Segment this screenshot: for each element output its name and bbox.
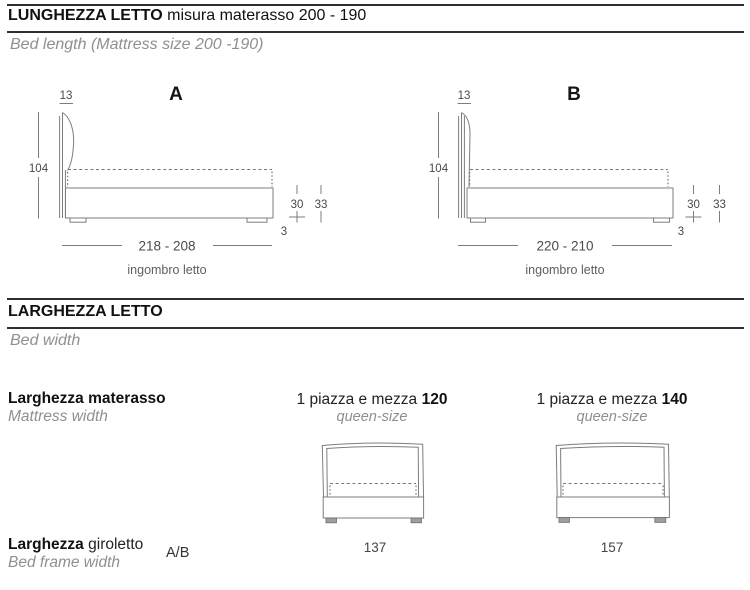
mattress-option-120-name: 1 piazza e mezza xyxy=(296,391,418,408)
front-view-140-foot-left xyxy=(559,518,570,523)
bed-width-top-rule xyxy=(7,298,744,301)
mattress-option-120 xyxy=(262,391,482,426)
front-view-140-foot-right xyxy=(655,518,666,523)
diagram-b-caption: ingombro letto xyxy=(525,263,605,277)
diagram-b-dim-33: 33 xyxy=(713,199,726,211)
diagram-b-bed-frame xyxy=(467,188,673,218)
bed-width-title xyxy=(8,303,163,321)
bed-width-title-rule xyxy=(7,327,744,329)
front-view-120-foot-left xyxy=(326,518,337,523)
diagram-b-foot-left xyxy=(471,218,486,222)
diagram-b-side-dimensions xyxy=(678,185,726,238)
bed-length-subtitle: Bed length (Mattress size 200 -190) xyxy=(10,36,264,53)
mattress-width-label-en: Mattress width xyxy=(8,408,108,425)
mattress-option-140 xyxy=(502,391,722,426)
frame-width-label-it-bold: Larghezza xyxy=(8,536,84,553)
diagram-a xyxy=(29,84,327,277)
bed-length-title-regular: misura materasso 200 - 190 xyxy=(167,7,367,24)
front-view-120-foot-right xyxy=(411,518,422,523)
front-view-120 xyxy=(322,443,423,523)
mattress-option-140-size: 140 xyxy=(661,391,688,408)
diagram-a-label: A xyxy=(169,84,183,105)
diagram-a-side-dimensions xyxy=(281,185,328,238)
bed-width-subtitle: Bed width xyxy=(10,332,81,349)
front-view-140 xyxy=(556,443,669,522)
diagram-a-bed-frame xyxy=(66,188,274,218)
mattress-option-140-name: 1 piazza e mezza xyxy=(536,391,658,408)
diagram-b-dim-length: 220 - 210 xyxy=(536,238,594,254)
front-view-120-headboard xyxy=(322,443,423,497)
diagram-a-dim-30: 30 xyxy=(290,199,304,211)
mattress-option-120-subtitle: queen-size xyxy=(336,409,408,425)
mattress-option-140-name-line xyxy=(502,391,722,409)
mattress-option-140-subtitle: queen-size xyxy=(576,409,648,425)
diagram-b-foot-right xyxy=(654,218,670,222)
diagram-a-dim-104: 104 xyxy=(28,163,49,175)
diagram-a-caption: ingombro letto xyxy=(127,263,207,277)
mattress-width-label xyxy=(8,390,166,426)
bed-width-title-bold: LARGHEZZA LETTO xyxy=(8,303,163,320)
diagram-b-dim-104: 104 xyxy=(428,163,449,175)
frame-width-label xyxy=(8,536,143,572)
frame-width-label-it xyxy=(8,536,143,554)
front-view-120-frame xyxy=(323,497,423,518)
diagram-b xyxy=(429,84,726,277)
front-view-diagrams xyxy=(0,430,750,535)
diagram-b-dim-3: 3 xyxy=(677,226,685,238)
diagram-a-foot-right xyxy=(247,218,267,222)
diagram-a-dim-length: 218 - 208 xyxy=(138,238,196,254)
mattress-width-label-it: Larghezza materasso xyxy=(8,390,166,407)
mattress-option-120-size: 120 xyxy=(421,391,448,408)
diagram-a-dim-13: 13 xyxy=(59,90,73,102)
diagram-a-foot-left xyxy=(70,218,86,222)
diagram-b-dim-13: 13 xyxy=(457,90,471,102)
frame-width-value-140: 157 xyxy=(600,540,624,555)
bed-length-title-bold: LUNGHEZZA LETTO xyxy=(8,7,163,24)
diagram-a-dim-3: 3 xyxy=(280,226,288,238)
diagram-b-label: B xyxy=(567,84,581,105)
front-view-140-headboard xyxy=(556,443,669,497)
frame-width-value-120: 137 xyxy=(363,540,387,555)
frame-width-variant: A/B xyxy=(166,545,190,561)
diagram-b-dim-30: 30 xyxy=(687,199,700,211)
diagram-a-dim-33: 33 xyxy=(314,199,328,211)
frame-width-label-it-regular: giroletto xyxy=(88,536,144,553)
frame-width-label-en: Bed frame width xyxy=(8,554,120,571)
front-view-140-frame xyxy=(557,497,670,518)
mattress-option-120-name-line xyxy=(262,391,482,409)
